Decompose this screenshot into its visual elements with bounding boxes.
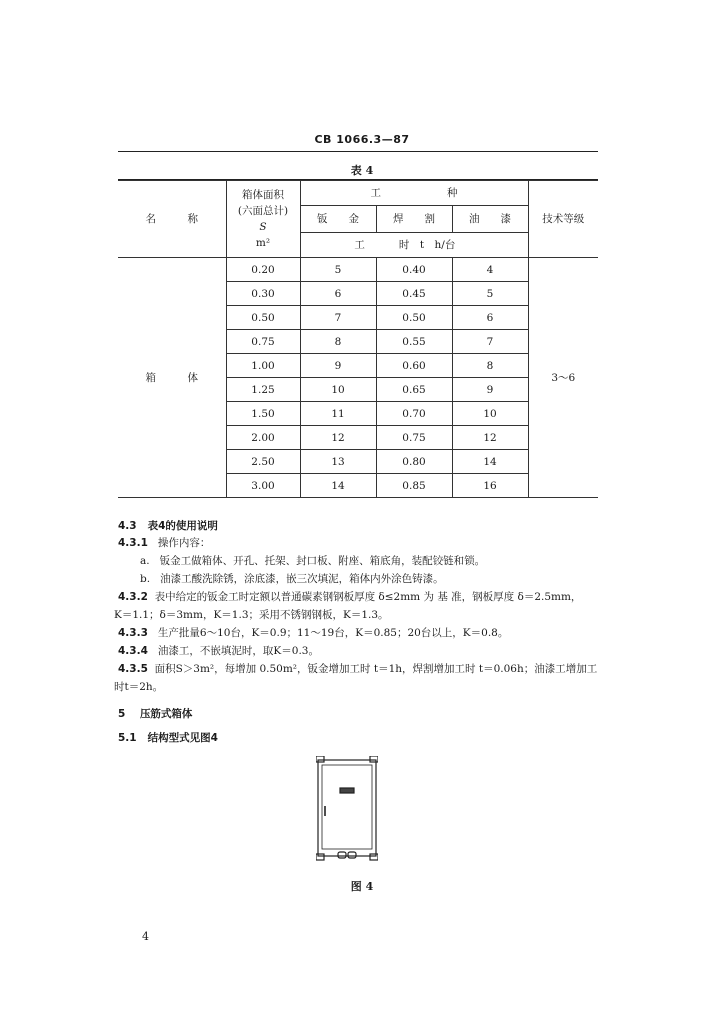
section-4-3-5-text-1: 面积S＞3m²，每增加 0.50m²，钣金增加工时 t＝1h，焊割增加工时 t＝0.06h；油漆工增加工	[154, 663, 598, 675]
cell-weld: 0.65	[376, 378, 452, 402]
section-5-1	[118, 730, 218, 745]
section-4-3-5	[114, 660, 608, 696]
header-unit-gong: 工	[354, 239, 365, 251]
section-4-3-3-number: 4.3.3	[118, 627, 148, 639]
cell-area: 1.25	[226, 378, 300, 402]
cell-sheet-metal: 11	[300, 402, 376, 426]
cell-area: 2.00	[226, 426, 300, 450]
item-b-text: 油漆工酸洗除锈，涂底漆，嵌三次填泥，箱体内外涂色铸漆。	[160, 573, 444, 585]
cell-paint: 8	[452, 354, 528, 378]
section-4-3-number: 4.3	[118, 520, 137, 532]
header-name-text: 名 称	[145, 213, 198, 225]
section-4-3-4-number: 4.3.4	[118, 645, 148, 657]
cell-sheet-metal: 5	[300, 258, 376, 282]
cell-area: 0.30	[226, 282, 300, 306]
table-row	[118, 258, 598, 282]
section-4-3-2-number: 4.3.2	[118, 591, 148, 603]
cell-area: 1.50	[226, 402, 300, 426]
cell-paint: 9	[452, 378, 528, 402]
header-area-line1: 箱体面积	[242, 189, 284, 201]
cell-weld: 0.50	[376, 306, 452, 330]
section-4-3-5-text-2: 时t＝2h。	[114, 681, 164, 693]
cell-paint: 14	[452, 450, 528, 474]
section-5-1-number: 5.1	[118, 732, 137, 744]
cell-area: 1.00	[226, 354, 300, 378]
header-unit-time: 时 t h/台	[398, 239, 456, 251]
standard-number: CB 1066.3—87	[314, 133, 410, 146]
header-name	[118, 181, 226, 258]
header-work-type	[300, 181, 528, 258]
header-area-unit: m²	[255, 237, 271, 249]
grade-cell	[528, 258, 598, 498]
cell-weld: 0.60	[376, 354, 452, 378]
cell-sheet-metal: 13	[300, 450, 376, 474]
cell-sheet-metal: 7	[300, 306, 376, 330]
header-rule	[118, 151, 598, 152]
section-4-3-1-text: 操作内容：	[157, 537, 211, 549]
mounting-tab-bottom-left	[316, 854, 324, 860]
cell-paint: 10	[452, 402, 528, 426]
section-4-3-2-text-2: K＝1.1；δ＝3mm，K＝1.3；采用不锈钢钢板，K＝1.3。	[114, 609, 389, 621]
header-group-right: 种	[447, 187, 458, 199]
header-area-symbol: S	[259, 221, 267, 233]
grade-value-text: 3～6	[551, 372, 576, 384]
mounting-tab-top-right	[370, 756, 378, 762]
section-4-3-3-text: 生产批量6～10台，K＝0.9；11～19台，K＝0.85；20台以上，K＝0.8。	[157, 627, 509, 639]
cell-sheet-metal: 12	[300, 426, 376, 450]
mounting-tab-bottom-right	[370, 854, 378, 860]
section-5-heading	[118, 706, 192, 721]
section-4-3-heading	[118, 518, 218, 533]
page-number: 4	[142, 930, 149, 943]
cell-weld: 0.45	[376, 282, 452, 306]
section-4-3-3	[118, 624, 508, 642]
cell-paint: 7	[452, 330, 528, 354]
row-name-cell	[118, 258, 226, 498]
cell-sheet-metal: 8	[300, 330, 376, 354]
row-name-text: 箱 体	[145, 372, 198, 384]
section-4-3-5-number: 4.3.5	[118, 663, 148, 675]
section-4-3-2	[114, 588, 598, 624]
cell-sheet-metal: 10	[300, 378, 376, 402]
header-area-line2: (六面总计)	[237, 205, 289, 217]
cell-weld: 0.70	[376, 402, 452, 426]
enclosure-door	[322, 765, 372, 849]
header-grade	[528, 181, 598, 258]
header-grade-text: 技术等级	[542, 213, 585, 225]
header-area	[226, 181, 300, 258]
cell-weld: 0.75	[376, 426, 452, 450]
cell-area: 0.50	[226, 306, 300, 330]
section-4-3-4	[118, 642, 319, 660]
item-a-text: 钣金工做箱体、开孔、托架、封口板、附座、箱底角，装配铰链和锁。	[159, 555, 486, 567]
cell-paint: 5	[452, 282, 528, 306]
header-sheet-metal: 钣 金	[301, 206, 377, 232]
cable-entry-right	[348, 852, 356, 858]
cell-sheet-metal: 9	[300, 354, 376, 378]
item-a	[140, 552, 485, 570]
header-paint: 油 漆	[469, 213, 511, 225]
section-4-3-title: 表4的使用说明	[147, 520, 218, 532]
item-b-label: b.	[140, 573, 151, 585]
cell-area: 0.75	[226, 330, 300, 354]
header-weld: 焊 割	[377, 206, 453, 232]
cell-weld: 0.80	[376, 450, 452, 474]
figure-caption: 图 4	[350, 880, 374, 893]
section-4-3-1	[118, 534, 210, 552]
section-5-number: 5	[118, 708, 126, 720]
header-group-left: 工	[370, 187, 381, 199]
cell-weld: 0.40	[376, 258, 452, 282]
section-4-3-1-number: 4.3.1	[118, 537, 148, 549]
cell-sheet-metal: 14	[300, 474, 376, 498]
item-b	[140, 570, 444, 588]
cell-weld: 0.55	[376, 330, 452, 354]
data-table	[118, 180, 598, 498]
section-4-3-2-text-1: 表中给定的钣金工时定额以普通碳素钢钢板厚度 δ≤2mm 为 基 准，钢板厚度 δ＝2.5mm，	[154, 591, 582, 603]
cell-sheet-metal: 6	[300, 282, 376, 306]
cell-area: 3.00	[226, 474, 300, 498]
section-4-3-4-text: 油漆工，不嵌填泥时，取K＝0.3。	[157, 645, 319, 657]
item-a-label: a.	[140, 555, 150, 567]
cell-area: 2.50	[226, 450, 300, 474]
enclosure-figure	[316, 756, 378, 862]
cell-paint: 4	[452, 258, 528, 282]
enclosure-body	[318, 760, 376, 856]
cell-area: 0.20	[226, 258, 300, 282]
cable-entry-left	[338, 852, 346, 858]
cell-paint: 6	[452, 306, 528, 330]
cell-paint: 12	[452, 426, 528, 450]
cell-weld: 0.85	[376, 474, 452, 498]
table-header-row	[118, 181, 598, 258]
cell-paint: 16	[452, 474, 528, 498]
table-caption: 表 4	[350, 164, 374, 177]
section-5-title: 压筋式箱体	[139, 708, 193, 720]
section-5-1-text: 结构型式见图4	[147, 732, 218, 744]
nameplate	[340, 788, 354, 793]
mounting-tab-top-left	[316, 756, 324, 762]
